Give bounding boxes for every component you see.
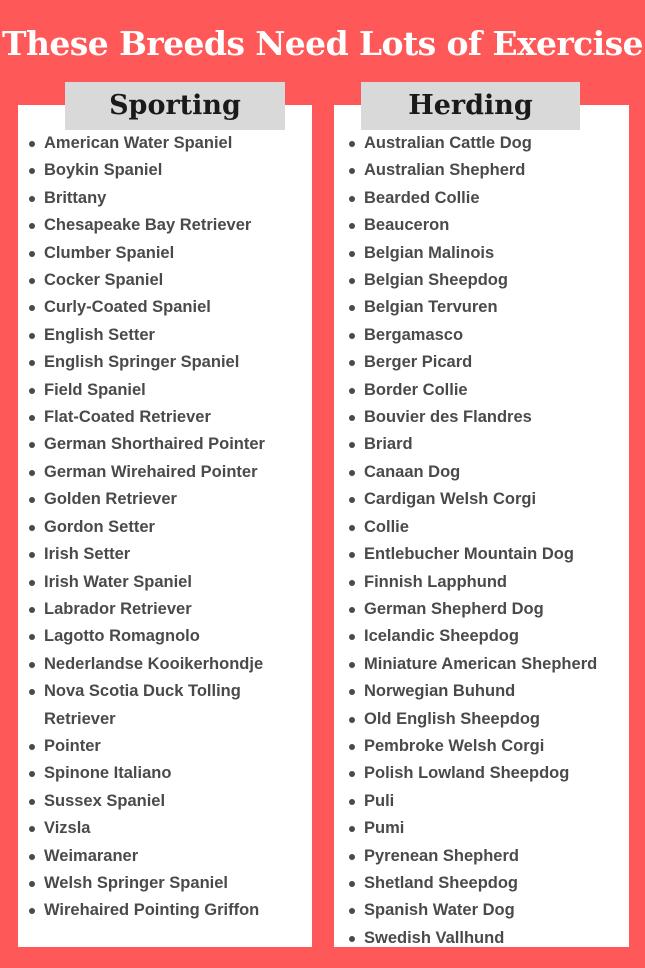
breed-list-item: Wirehaired Pointing Griffon — [26, 897, 310, 924]
breed-list-item: Belgian Malinois — [346, 240, 636, 267]
breed-list-item: Cocker Spaniel — [26, 267, 310, 294]
breed-list-item: Belgian Sheepdog — [346, 267, 636, 294]
breed-list-item: Brittany — [26, 185, 310, 212]
breed-list-item: Miniature American Shepherd — [346, 651, 636, 678]
breed-list-item: Curly-Coated Spaniel — [26, 294, 310, 321]
breed-list-item: Labrador Retriever — [26, 596, 310, 623]
breed-list-item: American Water Spaniel — [26, 130, 310, 157]
breed-list-item: Pyrenean Shepherd — [346, 843, 636, 870]
breed-list-item: Swedish Vallhund — [346, 925, 636, 952]
breed-list-item: Irish Setter — [26, 541, 310, 568]
herding-breed-list — [346, 130, 636, 952]
breed-list-item: Irish Water Spaniel — [26, 569, 310, 596]
breed-list-item: Chesapeake Bay Retriever — [26, 212, 310, 239]
breed-list-item: English Setter — [26, 322, 310, 349]
breed-list-item: Pointer — [26, 733, 310, 760]
breed-list-item: Golden Retriever — [26, 486, 310, 513]
breed-list-item: Bearded Collie — [346, 185, 636, 212]
breed-list-item: Vizsla — [26, 815, 310, 842]
breed-list-item: Bergamasco — [346, 322, 636, 349]
breed-list-item: Nova Scotia Duck Tolling Retriever — [26, 678, 310, 733]
breed-list-item: Weimaraner — [26, 843, 310, 870]
breed-list-item: German Shepherd Dog — [346, 596, 636, 623]
herding-heading: Herding — [361, 82, 580, 130]
breed-list-item: Border Collie — [346, 377, 636, 404]
breed-list-item: Australian Cattle Dog — [346, 130, 636, 157]
breed-list-item: Field Spaniel — [26, 377, 310, 404]
breed-list-item: English Springer Spaniel — [26, 349, 310, 376]
breed-list-item: Berger Picard — [346, 349, 636, 376]
breed-list-item: Gordon Setter — [26, 514, 310, 541]
sporting-breed-list — [26, 130, 310, 925]
breed-list-item: Boykin Spaniel — [26, 157, 310, 184]
breed-list-item: Lagotto Romagnolo — [26, 623, 310, 650]
breed-list-item: Nederlandse Kooikerhondje — [26, 651, 310, 678]
breed-list-item: Icelandic Sheepdog — [346, 623, 636, 650]
breed-list-item: Spinone Italiano — [26, 760, 310, 787]
breed-list-item: Beauceron — [346, 212, 636, 239]
breed-list-item: Bouvier des Flandres — [346, 404, 636, 431]
breed-list-item: Polish Lowland Sheepdog — [346, 760, 636, 787]
breed-list-item: Briard — [346, 431, 636, 458]
breed-list-item: Welsh Springer Spaniel — [26, 870, 310, 897]
page-title: These Breeds Need Lots of Exercise — [2, 24, 643, 63]
breed-list-item: Spanish Water Dog — [346, 897, 636, 924]
breed-list-item: Entlebucher Mountain Dog — [346, 541, 636, 568]
breed-list-item: Finnish Lapphund — [346, 569, 636, 596]
breed-list-item: German Wirehaired Pointer — [26, 459, 310, 486]
breed-list-item: Australian Shepherd — [346, 157, 636, 184]
breed-list-item: Pumi — [346, 815, 636, 842]
breed-list-item: Sussex Spaniel — [26, 788, 310, 815]
breed-list-item: Norwegian Buhund — [346, 678, 636, 705]
sporting-heading: Sporting — [65, 82, 285, 130]
breed-list-item: Puli — [346, 788, 636, 815]
breed-list-item: Flat-Coated Retriever — [26, 404, 310, 431]
breed-list-item: German Shorthaired Pointer — [26, 431, 310, 458]
breed-list-item: Old English Sheepdog — [346, 706, 636, 733]
breed-list-item: Canaan Dog — [346, 459, 636, 486]
breed-list-item: Pembroke Welsh Corgi — [346, 733, 636, 760]
breed-list-item: Collie — [346, 514, 636, 541]
breed-list-item: Shetland Sheepdog — [346, 870, 636, 897]
breed-list-item: Cardigan Welsh Corgi — [346, 486, 636, 513]
breed-list-item: Clumber Spaniel — [26, 240, 310, 267]
breed-list-item: Belgian Tervuren — [346, 294, 636, 321]
